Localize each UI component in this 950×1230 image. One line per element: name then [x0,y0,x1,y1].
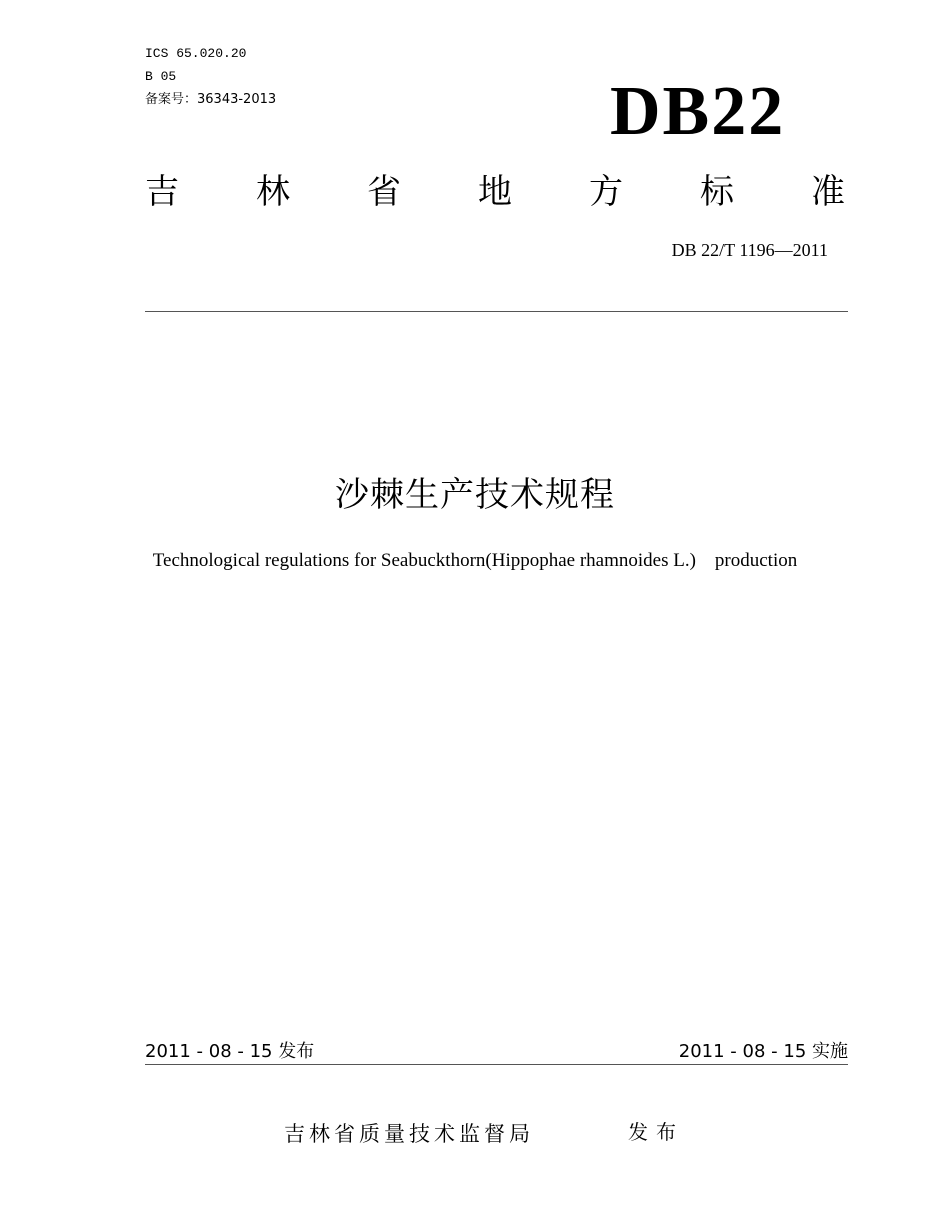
standard-type-char: 准 [811,172,845,212]
record-number: 备案号：36343-2013 [145,92,277,107]
standard-logo: DB22 [610,73,786,150]
standard-type-char: 标 [700,172,734,212]
standard-type-char: 林 [256,172,290,212]
ics-code: ICS 65.020.20 [145,46,247,61]
header-divider [145,311,848,312]
standard-type-char: 吉 [145,172,179,212]
publisher-name: 吉林省质量技术监督局 [284,1122,534,1146]
standard-type-heading [145,170,845,214]
publish-label: 发布 [628,1120,684,1144]
ccs-code: B 05 [145,69,177,84]
document-title-chinese: 沙棘生产技术规程 [335,475,615,515]
implementation-date: 2011 - 08 - 15 实施 [678,1041,848,1062]
document-title-english: Technological regulations for Seabuckthorn(Hippophae rhamnoides L.) production [152,550,798,571]
standard-type-char: 方 [589,172,623,212]
standard-type-char: 省 [367,172,401,212]
standard-number: DB 22/T 1196—2011 [671,240,828,260]
issue-date: 2011 - 08 - 15 发布 [145,1041,315,1062]
footer-divider [145,1064,848,1065]
standard-type-char: 地 [478,172,512,212]
